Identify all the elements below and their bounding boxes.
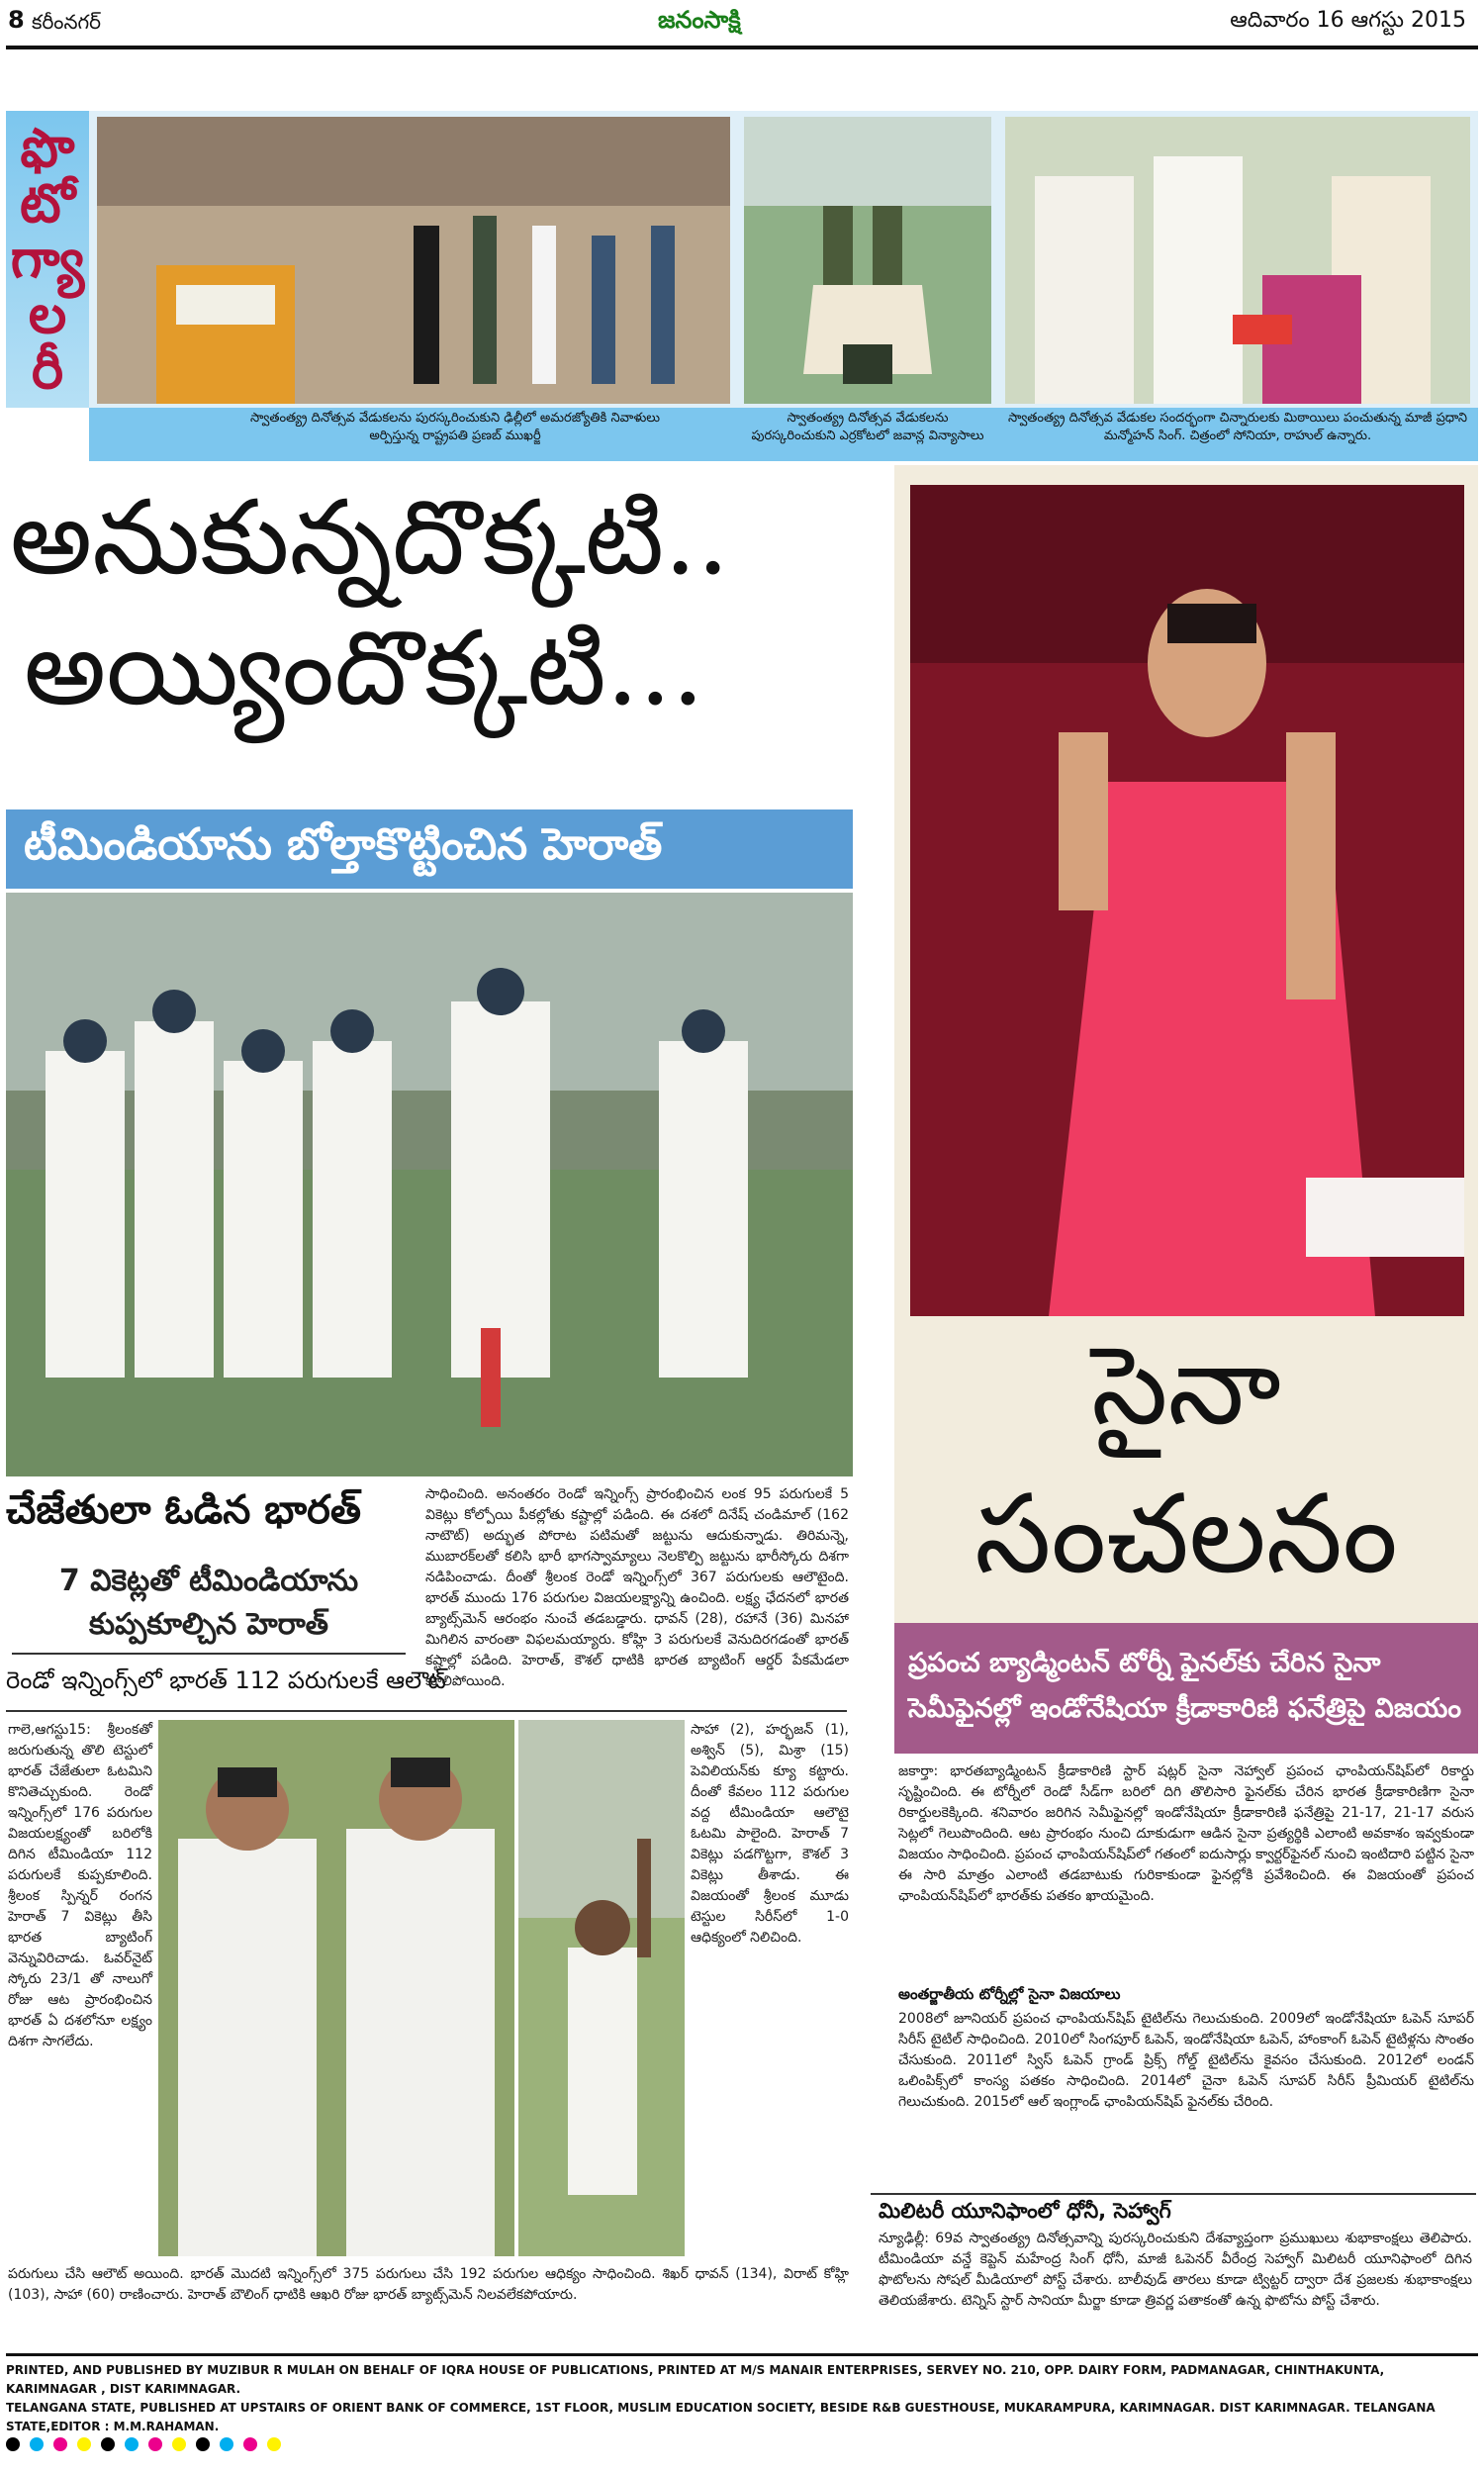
subhead-rule [6,1710,847,1712]
cricket-bottom-text: పరుగులు చేసి ఆలౌట్ అయింది. భారత్ మొదటి ఇన్నింగ్స్‌లో 375 పరుగులు చేసి 192 పరుగుల ఆధిక్యం సాధించింది. శిఖర్ ధావన్ (134), విరాట్ కోహ్లి (103), సాహా (60) రాణించారు. హెరాత్ బౌలింగ్ ధాటికి ఆఖరి రోజు భారత్ బ్యాట్స్‌మెన్ నిలవలేకపోయారు. [8,2266,849,2303]
registration-mark [172,2437,186,2451]
cricket-subhead-2: 7 వికెట్లతో టీమిండియాను కుప్పకూల్చిన హెరాత్ [58,1564,359,1642]
main-headline-line1: అనుకున్నదొక్కటి.. [10,477,730,598]
gallery-caption-3: స్వాతంత్య్ర దినోత్సవ వేడుకల సందర్భంగా చిన్నారులకు మిఠాయిలు పంచుతున్న మాజీ ప్రధాని మన్మోహన్ సింగ్. చిత్రంలో సోనియా, రాహుల్ ఉన్నారు. [1007,411,1468,443]
headline-deck-bar: టీమిండియాను బోల్తాకొట్టించిన హెరాత్ [6,809,853,889]
registration-mark [77,2437,91,2451]
photo-gallery-tab [6,111,89,408]
virat-sangakkara-photo [158,1720,514,2256]
masthead-logo: జనంసాక్షి [658,6,741,34]
gallery-tab-glyph: ల [28,283,67,345]
header-rule [6,46,1478,49]
main-headline-line2: అయ్యిందొక్కటి... [24,608,704,728]
gallery-tab-glyph: గ్యా [10,228,85,290]
issue-date: ఆదివారం 16 ఆగస్టు 2015 [1230,8,1466,33]
cricket-right-column: సాహా (2), హర్భజన్ (1), అశ్విన్ (5), మిశ్రా (15) పెవిలియన్‌కు క్యూ కట్టారు. దీంతో కేవలం 112 పరుగుల వద్ద టీమిండియా ఆలౌటై ఓటమి పాలైంది. హెరాత్ 7 వికెట్లు పడగొట్టగా, కౌశల్ 3 వికెట్లు తీశాడు. ఈ విజయంతో శ్రీలంక మూడు టెస్టుల సిరీస్‌లో 1-0 ఆధిక్యంలో నిలిచింది. [691,1722,849,1946]
gallery-photo-jawans [744,117,991,404]
registration-mark [220,2437,233,2451]
registration-mark [30,2437,44,2451]
gallery-caption-1: స్వాతంత్య్ర దినోత్సవ వేడుకలను పురస్కరించుకుని ఢిల్లీలో అమరజ్యోతికి నివాళులు అర్పిస్తున్న రాష్ట్రపతి ప్రణబ్ ముఖర్జీ [249,411,660,443]
gallery-photo-president [97,117,730,404]
saina-body-text: జకార్తా: భారతబ్యాడ్మింటన్ క్రీడాకారిణి స్టార్ షట్లర్ సైనా నెహ్వాల్ ప్రపంచ ఛాంపియన్‌షిప్‌లో రికార్డు సృష్టించింది. ఈ టోర్నీలో రెండో సీడ్‌గా బరిలో దిగి తొలిసారి ఫైనల్‌కు చేరిన భారత క్రీడాకారిణిగా సైనా రికార్డులకెక్కింది. శనివారం జరిగిన సెమీఫైనల్లో ఇండోనేషియా క్రీడాకారిణి ఫనేత్రిపై 21-17, 21-17 వరుస సెట్లలో గెలుపొందింది. ఆట ప్రారంభం నుంచి దూకుడుగా ఆడిన సైనా ప్రత్యర్థికి ఎలాంటి అవకాశం ఇవ్వకుండా విజయం సాధించింది. ప్రపంచ ఛాంపియన్‌షిప్‌లో గతంలో ఐదుసార్లు క్వార్టర్‌ఫైనల్ నుంచి ఇంటిదారి పట్టిన సైనా ఈ సారి మాత్రం ఎలాంటి తడబాటుకు గురికాకుండా ఫైనల్లోకి ప్రవేశించింది. ఈ విజయంతో ప్రపంచ ఛాంపియన్‌షిప్‌లో భారత్‌కు పతకం ఖాయమైంది. [898,1763,1474,1904]
section-name: కరీంనగర్ [32,10,101,34]
registration-marks [6,2434,1478,2454]
gallery-photo-manmohan [1005,117,1470,404]
cricket-subhead-1: చేజేతులా ఓడిన భారత్ [6,1487,361,1533]
registration-mark [267,2437,281,2451]
saina-subhead: అంతర్జాతీయ టోర్నీల్లో సైనా విజయాలు [898,1985,1121,2003]
registration-mark [196,2437,210,2451]
registration-mark [53,2437,67,2451]
saina-headline-line2: సంచలనం [974,1471,1398,1597]
dhoni-headline: మిలిటరీ యూనిఫాంలో ధోనీ, సెహ్వాగ్ [879,2199,1171,2223]
registration-mark [6,2437,20,2451]
herath-celebration-photo [518,1720,685,2256]
saina-deck-line1: ప్రపంచ బ్యాడ్మింటన్ టోర్నీ ఫైనల్‌కు చేరిన సైనా [908,1648,1381,1678]
saina-headline-line1: సైనా [1091,1322,1281,1449]
registration-mark [125,2437,139,2451]
saina-photo [910,485,1464,1316]
cricket-main-photo [6,893,853,1476]
gallery-tab-glyph: రీ [31,338,64,401]
saina-deck-line2: సెమీఫైనల్లో ఇండోనేషియా క్రీడాకారిణి ఫనేత్రిపై విజయం [908,1693,1462,1724]
saina-deck-bar [894,1623,1478,1754]
story-divider [871,2193,1476,2195]
gallery-caption-2: స్వాతంత్య్ర దినోత్సవ వేడుకలను పురస్కరించుకుని ఎర్రకోటలో జవాన్ల విన్యాసాలు [751,411,984,443]
registration-mark [148,2437,162,2451]
dhoni-body-text: న్యూఢిల్లీ: 69వ స్వాతంత్య్ర దినోత్సవాన్ని పురస్కరించుకుని దేశవ్యాప్తంగా ప్రముఖులు శుభాకాంక్షలు తెలిపారు. టీమిండియా వన్డే కెప్టెన్ మహేంద్ర సింగ్ ధోనీ, మాజీ ఓపెనర్ వీరేంద్ర సెహ్వాగ్ మిలిటరీ యూనిఫాంలో దిగిన ఫొటోలను సోషల్ మీడియాలో పోస్ట్ చేశారు. బాలీవుడ్ తారలు కూడా ట్విట్టర్ ద్వారా దేశ ప్రజలకు శుభాకాంక్షలు తెలియజేశారు. టెన్నిస్ స్టార్ సానియా మీర్జా కూడా త్రివర్ణ పతాకంతో ఉన్న ఫొటోను పోస్ట్ చేశారు. [879,2231,1472,2309]
gallery-tab-glyph: టో [19,172,76,235]
subhead-rule [12,1653,406,1655]
registration-mark [243,2437,257,2451]
page-number: 8 [8,6,25,34]
gallery-tab-glyph: ఫొ [20,117,75,179]
saina-titles-list: 2008లో జూనియర్ ప్రపంచ ఛాంపియన్‌షిప్ టైటిల్‌ను గెలుచుకుంది. 2009లో ఇండోనేషియా ఓపెన్ సూపర్ సిరీస్ టైటిల్ సాధించింది. 2010లో సింగపూర్ ఓపెన్, ఇండోనేషియా ఓపెన్, హాంకాంగ్ ఓపెన్ టైటిళ్లను సొంతం చేసుకుంది. 2011లో స్విస్ ఓపెన్ గ్రాండ్ ప్రిక్స్ గోల్డ్ టైటిల్‌ను కైవసం చేసుకుంది. 2012లో లండన్ ఒలింపిక్స్‌లో కాంస్య పతకం సాధించింది. 2014లో చైనా ఓపెన్ సూపర్ సిరీస్ ప్రీమియర్ టైటిల్‌ను గెలుచుకుంది. 2015లో ఆల్ ఇంగ్లాండ్ ఛాంపియన్‌షిప్ ఫైనల్‌కు చేరింది. [898,2011,1474,2110]
registration-mark [101,2437,115,2451]
imprint-line-1: PRINTED, AND PUBLISHED BY MUZIBUR R MULAH ON BEHALF OF IQRA HOUSE OF PUBLICATIONS, PRINTED AT M/S MANAIR ENTERPRISES, SERVEY NO. 210, OPP. DAIRY FORM, PADMANAGAR, CHINTHAKUNTA, KARIMNAGAR , DIST KARIMNAGAR. [6,2363,1385,2396]
cricket-body-top: సాధించింది. అనంతరం రెండో ఇన్నింగ్స్ ప్రారంభించిన లంక 95 పరుగులకే 5 వికెట్లు కోల్పోయి పీకల్లోతు కష్టాల్లో పడింది. ఈ దశలో దినేష్ చండిమాల్ (162 నాటౌట్) అద్భుత పోరాట పటిమతో జట్టును ఆదుకున్నాడు. తిరిమన్నె, ముబారక్‌లతో కలిసి భారీ భాగస్వామ్యాలు నెలకొల్పి జట్టును భారీస్కోరు దిశగా నడిపించాడు. దీంతో శ్రీలంక రెండో ఇన్నింగ్స్‌లో 367 పరుగులకు ఆలౌటైంది. భారత్ ముందు 176 పరుగుల విజయలక్ష్యాన్ని ఉంచింది. లక్ష్య ఛేదనలో భారత బ్యాట్స్‌మెన్ ఆరంభం నుంచే తడబడ్డారు. ధావన్ (28), రహానే (36) మినహా మిగిలిన వారంతా విఫలమయ్యారు. కోహ్లి 3 పరుగులకే వెనుదిరగడంతో భారత్ కష్టాల్లో పడింది. హెరాత్, కౌశల్ ధాటికి భారత బ్యాటింగ్ ఆర్డర్ పేకమేడలా కూలిపోయింది. [425,1486,849,1689]
cricket-subhead-3: రెండో ఇన్నింగ్స్‌లో భారత్ 112 పరుగులకే ఆలౌట్ [6,1666,446,1694]
cricket-lead-column: గాలె,ఆగస్టు15: శ్రీలంకతో జరుగుతున్న తొలి టెస్టులో భారత్ చేజేతులా ఓటమిని కొనితెచ్చుకుంది. రెండో ఇన్నింగ్స్‌లో 176 పరుగుల విజయలక్ష్యంతో బరిలోకి దిగిన టీమిండియా 112 పరుగులకే కుప్పకూలింది. శ్రీలంక స్పిన్నర్ రంగన హెరాత్ 7 వికెట్లు తీసి భారత బ్యాటింగ్ వెన్నువిరిచాడు. ఓవర్‌నైట్ స్కోరు 23/1 తో నాలుగో రోజు ఆట ప్రారంభించిన భారత్ ఏ దశలోనూ లక్ష్యం దిశగా సాగలేదు. [8,1722,152,2049]
imprint-line-2: TELANGANA STATE, PUBLISHED AT UPSTAIRS OF ORIENT BANK OF COMMERCE, 1ST FLOOR, MUSLIM EDUCATION SOCIETY, BESIDE R&B GUESTHOUSE, MUKARAMPURA, KARIMNAGAR. DIST KARIMNAGAR. TELANGANA STATE,EDITOR : M.M.RAHAMAN. [6,2401,1436,2433]
imprint-line [6,2361,1478,2436]
footer-rule [6,2353,1478,2356]
